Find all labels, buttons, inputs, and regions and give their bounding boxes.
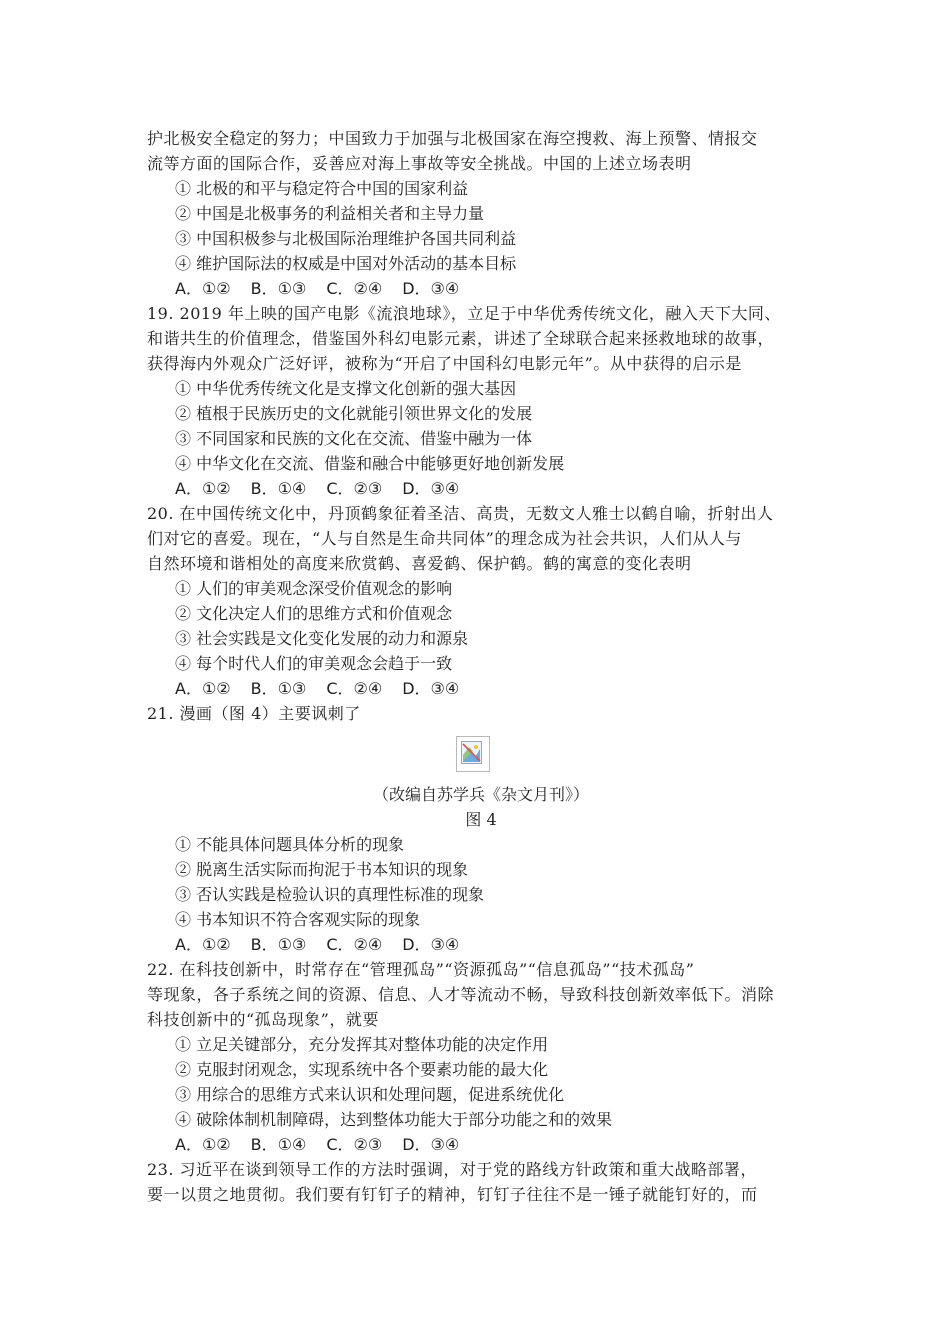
choice-a: A．①② [175,679,231,698]
question-18 [147,126,815,301]
choice-c: C．②④ [326,679,383,698]
answer-choices [147,476,815,501]
question-18-line: 流等方面的国际合作，妥善应对海上事故等安全挑战。中国的上述立场表明 [147,154,692,173]
question-21 [147,701,815,957]
choice-d: D．③④ [402,479,460,498]
question-23 [147,1157,815,1207]
question-19-line: 和谐共生的价值理念，借鉴国外科幻电影元素，讲述了全球联合起来拯救地球的故事， [147,329,775,348]
answer-choices [147,932,815,957]
choice-d: D．③④ [402,679,460,698]
option-1: ① 人们的审美观念深受价值观念的影响 [175,579,453,598]
question-20 [147,501,815,701]
choice-b: B．①④ [250,1135,307,1154]
option-1: ① 不能具体问题具体分析的现象 [175,835,405,854]
option-2: ② 植根于民族历史的文化就能引领世界文化的发展 [175,404,533,423]
choice-b: B．①③ [250,279,307,298]
option-4: ④ 每个时代人们的审美观念会趋于一致 [175,654,453,673]
question-22-line: 科技创新中的“孤岛现象”，就要 [147,1010,379,1029]
option-1: ① 立足关键部分，充分发挥其对整体功能的决定作用 [175,1035,549,1054]
question-18-line: 护北极安全稳定的努力；中国致力于加强与北极国家在海空搜救、海上预警、情报交 [147,129,758,148]
question-19-line: 获得海内外观众广泛好评，被称为“开启了中国科幻电影元年”。从中获得的启示是 [147,354,742,373]
choice-b: B．①③ [250,935,307,954]
question-19-line: 19. 2019 年上映的国产电影《流浪地球》，立足于中华优秀传统文化，融入天下大同、 [147,304,781,323]
choice-b: B．①③ [250,679,307,698]
figure-source-caption: （改编自苏学兵《杂文月刊》） [372,785,589,804]
choice-d: D．③④ [402,935,460,954]
question-23-line: 23. 习近平在谈到领导工作的方法时强调，对于党的路线方针政策和重大战略部署， [147,1160,758,1179]
question-22-line: 22. 在科技创新中，时常存在“管理孤岛”“资源孤岛”“信息孤岛”“技术孤岛” [147,960,695,979]
broken-image-icon [456,736,490,772]
answer-choices [147,1132,815,1157]
option-2: ② 中国是北极事务的利益相关者和主导力量 [175,204,485,223]
question-20-line: 20. 在中国传统文化中，丹顶鹤象征着圣洁、高贵，无数文人雅士以鹤自喻，折射出人 [147,504,774,523]
choice-d: D．③④ [402,1135,460,1154]
option-3: ③ 不同国家和民族的文化在交流、借鉴中融为一体 [175,429,533,448]
option-3: ③ 中国积极参与北极国际治理维护各国共同利益 [175,229,517,248]
choice-c: C．②③ [326,1135,383,1154]
cartoon-figure [147,726,815,782]
answer-choices [147,276,815,301]
question-22 [147,957,815,1157]
option-2: ② 脱离生活实际而拘泥于书本知识的现象 [175,860,469,879]
question-22-line: 等现象，各子系统之间的资源、信息、人才等流动不畅，导致科技创新效率低下。消除 [147,985,775,1004]
choice-d: D．③④ [402,279,460,298]
page-content [147,126,815,1207]
option-4: ④ 书本知识不符合客观实际的现象 [175,910,421,929]
option-3: ③ 用综合的思维方式来认识和处理问题，促进系统优化 [175,1085,565,1104]
question-20-line: 自然环境和谐相处的高度来欣赏鹤、喜爱鹤、保护鹤。鹤的寓意的变化表明 [147,554,692,573]
choice-c: C．②③ [326,479,383,498]
answer-choices [147,676,815,701]
option-1: ① 中华优秀传统文化是支撑文化创新的强大基因 [175,379,517,398]
option-1: ① 北极的和平与稳定符合中国的国家利益 [175,179,469,198]
option-4: ④ 破除体制机制障碍，达到整体功能大于部分功能之和的效果 [175,1110,613,1129]
question-21-line: 21. 漫画（图 4）主要讽刺了 [147,704,361,723]
question-23-line: 要一以贯之地贯彻。我们要有钉钉子的精神，钉钉子往往不是一锤子就能钉好的，而 [147,1185,758,1204]
choice-c: C．②④ [326,935,383,954]
choice-a: A．①② [175,479,231,498]
choice-b: B．①④ [250,479,307,498]
question-20-line: 们对它的喜爱。现在，“人与自然是生命共同体”的理念成为社会共识，人们从人与 [147,529,742,548]
choice-a: A．①② [175,935,231,954]
option-4: ④ 中华文化在交流、借鉴和融合中能够更好地创新发展 [175,454,565,473]
figure-label: 图 4 [465,810,497,829]
choice-c: C．②④ [326,279,383,298]
choice-a: A．①② [175,1135,231,1154]
option-4: ④ 维护国际法的权威是中国对外活动的基本目标 [175,254,517,273]
option-2: ② 克服封闭观念，实现系统中各个要素功能的最大化 [175,1060,549,1079]
option-3: ③ 社会实践是文化变化发展的动力和源泉 [175,629,469,648]
question-19 [147,301,815,501]
option-2: ② 文化决定人们的思维方式和价值观念 [175,604,453,623]
option-3: ③ 否认实践是检验认识的真理性标准的现象 [175,885,485,904]
choice-a: A．①② [175,279,231,298]
